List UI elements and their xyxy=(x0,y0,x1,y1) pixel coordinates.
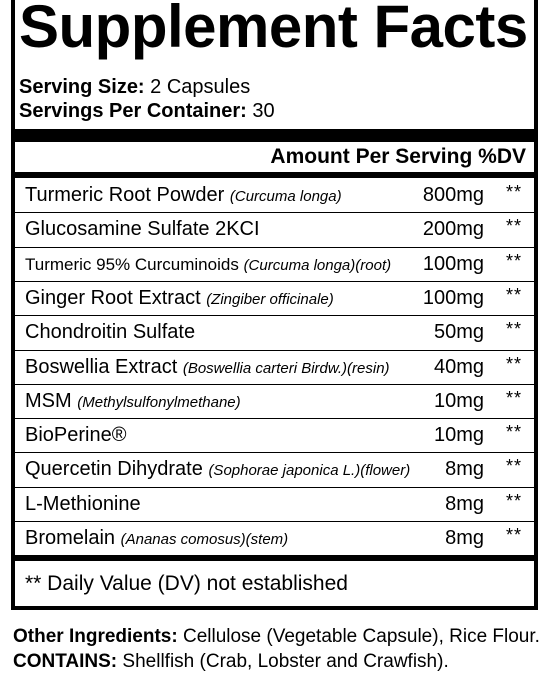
other-ingredients-value: Cellulose (Vegetable Capsule), Rice Flour. xyxy=(182,626,540,647)
ingredient-name-text: Turmeric Root Powder xyxy=(25,184,225,206)
ingredient-dv: ** xyxy=(505,490,522,511)
ingredient-name xyxy=(25,390,241,413)
ingredient-row xyxy=(15,350,534,384)
ingredient-amount: 100mg xyxy=(422,286,484,309)
servings-per-container-label: Servings Per Container: xyxy=(19,100,247,122)
ingredient-row xyxy=(15,281,534,315)
ingredient-amount: 100mg xyxy=(422,252,484,275)
servings-per-container xyxy=(19,100,275,123)
ingredient-amount: 8mg xyxy=(445,492,484,515)
ingredient-name xyxy=(25,356,390,379)
ingredient-name-text: Glucosamine Sulfate 2KCI xyxy=(25,218,260,241)
ingredient-name xyxy=(25,184,342,207)
ingredient-name xyxy=(25,527,288,550)
ingredient-name-text: BioPerine® xyxy=(25,424,127,447)
servings-per-container-value: 30 xyxy=(252,100,275,122)
ingredient-dv: ** xyxy=(505,216,522,237)
other-ingredients-block xyxy=(13,624,543,674)
ingredient-dv: ** xyxy=(505,525,522,545)
ingredient-row xyxy=(15,315,534,349)
ingredient-row xyxy=(15,212,534,246)
ingredient-amount: 8mg xyxy=(445,458,484,481)
ingredient-name xyxy=(25,218,260,241)
contains-label: CONTAINS: xyxy=(13,651,118,672)
ingredient-dv: ** xyxy=(505,456,522,477)
ingredient-amount: 50mg xyxy=(433,321,484,344)
ingredient-scientific-name: (Curcuma longa) xyxy=(229,188,342,205)
ingredient-name-text: Boswellia Extract xyxy=(25,355,178,378)
ingredient-row xyxy=(15,487,534,521)
contains-value: Shellfish (Crab, Lobster and Crawfish). xyxy=(122,651,449,672)
ingredient-amount: 800mg xyxy=(422,184,484,206)
ingredient-row xyxy=(15,521,534,555)
dv-footnote: ** Daily Value (DV) not established xyxy=(25,572,348,595)
serving-size-value: 2 Capsules xyxy=(150,76,251,98)
serving-size xyxy=(19,76,250,99)
allergen-statement xyxy=(13,649,543,674)
ingredient-name xyxy=(25,458,410,481)
ingredient-dv: ** xyxy=(505,284,522,305)
ingredient-scientific-name: (Curcuma longa)(root) xyxy=(243,256,392,274)
thick-divider-bottom xyxy=(15,555,534,561)
ingredient-name xyxy=(25,287,334,310)
ingredient-amount: 8mg xyxy=(445,527,484,549)
ingredient-dv: ** xyxy=(505,353,522,374)
ingredient-scientific-name: (Zingiber officinale) xyxy=(206,290,334,308)
ingredient-row xyxy=(15,178,534,212)
ingredient-dv: ** xyxy=(505,387,522,408)
ingredient-name xyxy=(25,255,391,275)
ingredient-dv: ** xyxy=(505,250,522,271)
ingredient-row xyxy=(15,418,534,452)
ingredient-name xyxy=(25,424,126,447)
ingredient-scientific-name: (Ananas comosus)(stem) xyxy=(120,531,289,548)
ingredient-row xyxy=(15,247,534,281)
dv-header-label: %DV xyxy=(478,145,526,168)
ingredient-dv: ** xyxy=(505,182,522,202)
ingredient-name-text: Bromelain xyxy=(25,527,116,549)
other-ingredients-label: Other Ingredients: xyxy=(13,626,178,647)
amount-header xyxy=(270,145,526,169)
ingredient-name xyxy=(25,321,195,344)
ingredient-scientific-name: (Sophorae japonica L.)(flower) xyxy=(208,462,411,480)
ingredient-name-text: MSM xyxy=(25,389,72,412)
ingredient-name-text: Chondroitin Sulfate xyxy=(25,321,196,344)
ingredient-name-text: Quercetin Dihydrate xyxy=(25,458,203,481)
ingredient-dv: ** xyxy=(505,319,522,340)
thick-divider-top xyxy=(15,129,534,142)
ingredient-name-text: L-Methionine xyxy=(25,492,141,515)
ingredient-row xyxy=(15,452,534,486)
ingredient-row xyxy=(15,384,534,418)
ingredient-amount: 40mg xyxy=(433,355,484,378)
ingredient-dv: ** xyxy=(505,422,522,443)
ingredient-name xyxy=(25,493,141,516)
other-ingredients xyxy=(13,624,543,649)
ingredient-scientific-name: (Boswellia carteri Birdw.)(resin) xyxy=(182,359,390,377)
ingredient-name-text: Ginger Root Extract xyxy=(25,286,201,309)
ingredient-amount: 10mg xyxy=(433,389,484,412)
panel-title: Supplement Facts xyxy=(19,0,528,60)
amount-header-label: Amount Per Serving xyxy=(270,145,473,168)
ingredient-scientific-name: (Methylsulfonylmethane) xyxy=(77,393,241,411)
ingredient-amount: 10mg xyxy=(433,424,484,447)
serving-size-label: Serving Size: xyxy=(19,76,145,98)
ingredient-amount: 200mg xyxy=(422,218,484,241)
ingredient-name-text: Turmeric 95% Curcuminoids xyxy=(25,254,239,274)
